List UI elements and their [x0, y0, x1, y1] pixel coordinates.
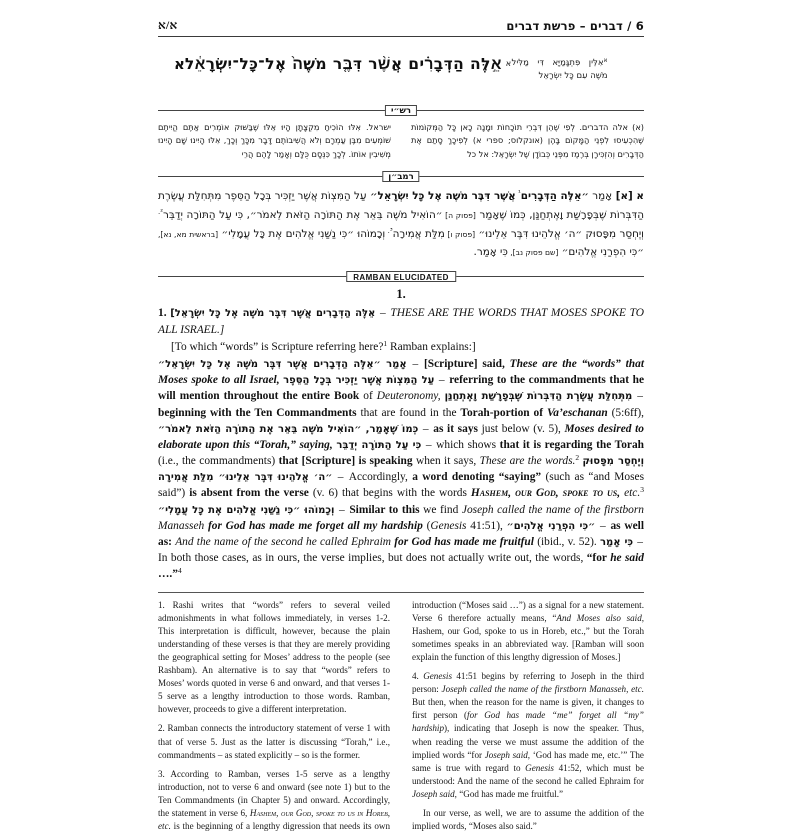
elucidated-body-run-22: just below (v. 5),	[477, 422, 565, 435]
elucidated-lemma-run-2: –	[376, 307, 390, 320]
elucidated-body-run-66: –	[634, 536, 643, 549]
ramban-hebrew-run-12: ³.	[385, 226, 393, 235]
footnote-4-run-0: 4.	[412, 671, 424, 682]
verse-number-marker: א	[505, 59, 512, 68]
elucidated-body-run-11: מִתְּחִלַּת עֲשֶׂרֶת הַדִּבְּרוֹת שֶׁבְּפָרָשַׁת וָאֶתְחַנַּן	[444, 391, 633, 403]
elucidated-bracket-question-run-2: Ramban explains:]	[387, 340, 476, 353]
running-head-rule	[158, 36, 644, 37]
elucidated-body-run-44: 3	[640, 485, 644, 495]
elucidated-body-run-68: “for	[586, 552, 611, 565]
ramban-hebrew-run-1: אָמַר	[588, 189, 613, 202]
elucidated-body-run-25: כִּי עַל הַתּוֹרָה יְדַבֵּר	[336, 439, 422, 451]
footnote-1	[158, 599, 390, 717]
footnote-3-run-6: Hashem, our God, spoke to us in Horeb, etc.,” but the Torah sometimes speaks in an abbreviated way. [Ramban will soon explain the function of this lengthy digression of Moses.]	[412, 625, 644, 662]
elucidated-lemma-run-1: אֵלֶּה הַדְּבָרִים אֲשֶׁר דִּבֶּר מֹשֶׁה אֶל כָּל יִשְׂרָאֵל]	[170, 308, 376, 320]
footnote-rule	[158, 592, 644, 593]
footnote-3-run-0: 3. According to Ramban, verses 1-5 serve as a lengthy introduction, not to verse 6 and onward (see note 1) but to the Ten Commandments (in Chapter 5) and onward. Accordingly, the statement in verse 6,	[158, 768, 390, 818]
elucidated-body-run-2: [Scripture] said,	[423, 357, 510, 370]
footnote-4-run-8: ‘God has made me, etc.’” The same is true with regard to	[412, 749, 644, 773]
ramban-hebrew-run-4: אֲשֶׁר דִּבֶּר מֹשֶׁה אֶל כָּל יִשְׂרָאֵל״	[366, 189, 516, 202]
ramban-elucidated-label: RAMBAN ELUCIDATED	[346, 271, 456, 282]
rashi-commentary	[158, 121, 644, 161]
elucidated-body-run-32: These are the words.	[479, 455, 576, 468]
footnote-4b	[412, 807, 644, 833]
elucidated-body-run-17: (5:6ff),	[607, 406, 645, 419]
elucidated-body-run-52: for God has made me forget all my hardship	[207, 519, 423, 532]
targum-onkelos	[512, 53, 608, 83]
elucidated-section-number: 1.	[396, 287, 406, 302]
footnote-4-run-6: ), indicating that Joseph is now the speaker. Thus, when reading the verse we must assume the addition of the implied words “for	[412, 723, 644, 760]
ramban-hebrew-run-13: וְכָמוֹהוּ ״כִּי נַשַּׁנִי אֱלֹהִים אֶת כָּל עֲמָלִי״	[218, 227, 386, 240]
elucidated-body-run-38: a word denoting “saying”	[412, 471, 542, 484]
elucidated-paragraph-lemma	[158, 305, 644, 337]
ramban-hebrew-run-8: ².	[158, 207, 164, 216]
ramban-section-divider	[158, 171, 644, 182]
elucidated-body-run-48: Similar to this	[349, 503, 420, 516]
ramban-hebrew-run-7: ״הוֹאִיל מֹשֶׁה בֵּאֵר אֶת הַתּוֹרָה הַזֹּאת לֵאמֹר״, כִּי עַל הַתּוֹרָה יְדַבֵּר	[163, 208, 443, 221]
elucidated-body-run-57: ״כִּי הִפְרַנִי אֱלֹהִים״	[506, 520, 596, 532]
footnote-2	[158, 722, 390, 761]
elucidated-paragraph-bracket-question	[158, 339, 644, 355]
ramban-hebrew-run-14: [בראשית מא, נא],	[158, 229, 219, 239]
ramban-hebrew-run-0: א [א]	[612, 189, 644, 202]
elucidated-body-run-13: beginning with the Ten Commandments	[158, 406, 357, 419]
elucidated-body-run-39: (such as “and Moses said”)	[158, 471, 644, 500]
footnote-1-run-0: 1. Rashi writes that “words” refers to several veiled admonishments in what follows immediately, in verses 1-2. This interpretation is difficult, however, because the plain understanding of these verses is that they are merely providing the geographical setting for Moses’ address to the people (see Rashbam). An alternative is to say that “words” refers to Moses’ words quoted in verse 6 and onward, and that verses 1-5 serve as a lengthy introduction to those words. Ramban, however, proceeds to give a different interpretation.	[158, 599, 390, 715]
elucidated-body-run-62: for God has made me fruitful	[394, 536, 534, 549]
elucidated-body-run-42: Hashem, our God, spoke to us,	[470, 487, 621, 500]
elucidated-body-run-9: Deuteronomy,	[376, 390, 441, 403]
elucidated-body-run-54: Genesis	[430, 519, 467, 532]
running-head-parashah: 6 / דברים – פרשת דברים	[506, 19, 644, 33]
verse-band	[158, 53, 644, 95]
footnote-4-run-10: 41:52, which must be understood: And the name of the second he called Ephraim for	[412, 762, 644, 786]
elucidated-body-run-43: etc.	[620, 487, 641, 500]
elucidated-body-run-53: (	[422, 519, 431, 532]
elucidated-body-run-15: Torah-portion of	[460, 406, 547, 419]
rashi-column-right: (א) אלה הדברים. לְפִי שֶׁהֵן דִּבְרֵי תוֹכָחוֹת וּמָנָה כָאן כָּל הַמְּקוֹמוֹת שֶׁהִכְעִיסוּ לִפְנֵי הַמָּקוֹם בָּהֶן (אונקלוס; ספרי א) לְפִיכָךְ סָתַם אֶת הַדְּבָרִים וְהִזְכִּירָן בְּרֶמֶז מִפְּנֵי כְּבוֹדָן שֶׁל יִשְׂרָאֵל: אל כל	[411, 122, 644, 159]
chapter-number: א	[174, 55, 185, 73]
footnote-4-run-4: But then, when the reason for the name is given, it changes to first person (	[412, 697, 644, 721]
ramban-hebrew-run-3: ¹	[515, 188, 521, 197]
elucidated-body-run-60: And the name of the second he called Ephraim	[175, 536, 391, 549]
ramban-hebrew-run-17: כִּי אָמַר.	[473, 245, 508, 258]
rashi-column-left: ישראל. אִלּוּ הוֹכִיחַ מִקְצָתָן הָיוּ אֵלּוּ שֶׁבַּשּׁוּק אוֹמְרִים אַתֶּם הֱיִיתֶם שׁוֹמְעִים מִבֶּן עַמְרָם וְלֹא הֲשִׁיבוֹתֶם דָּבָר מִכָּךְ וְכָךְ, אִלּוּ הָיִינוּ שָׁם הָיִינוּ מְשִׁיבִין אוֹתוֹ. לְכָךְ כִּנְּסָם כֻּלָּם וְאָמַר לָהֶם הֲרֵי	[158, 122, 391, 159]
elucidated-body-run-40: is absent from the verse	[189, 487, 309, 500]
verse-hebrew: אֵ֣לֶּה הַדְּבָרִ֗ים אֲשֶׁ֨ר דִּבֶּ֤ר מֹשֶׁה֙ אֶל־כָּל־יִשְׂרָאֵ֔ל	[184, 55, 502, 73]
footnote-3-run-1: Hashem, our God, spoke to us in Horeb,	[249, 808, 391, 818]
elucidated-body-run-69: he said	[610, 552, 644, 565]
elucidated-body-run-71: 4	[177, 566, 182, 576]
elucidated-paragraph-body	[158, 356, 644, 583]
elucidated-lemma-run-0: 1.	[158, 307, 171, 320]
running-head-chapter-verse: א/א	[158, 18, 178, 32]
elucidated-body-run-20: –	[419, 422, 433, 435]
elucidated-body-run-21: as it says	[433, 422, 478, 435]
ramban-hebrew-run-5: עַל הַמִּצְוֹת אֲשֶׁר יַזְכִּיר בְּכָל הַסֵּפֶר מִתְּחִלַּת עֲשֶׂרֶת הַדִּבְּרוֹת שֶׁבְּפָרָשַׁת וָאֶתְחַנַּן, כְּמוֹ שֶׁאָמַר	[158, 189, 645, 221]
elucidated-body-run-36: –	[333, 471, 348, 484]
elucidated-body-run-3: These are the “words” that Moses spoke to all Israel,	[158, 357, 644, 387]
ramban-label: רמב״ן	[382, 171, 419, 182]
elucidated-body-run-16: Va’eschanan	[546, 406, 608, 419]
footnote-4-run-5: for God has made “me” forget all “my” hardship	[412, 710, 644, 734]
elucidated-bracket-question-run-1: 1	[383, 338, 388, 348]
elucidated-body-run-70: ….”	[158, 568, 178, 581]
ramban-hebrew-run-2: ״אֵלֶּה הַדְּבָרִים	[520, 189, 589, 202]
elucidated-body-run-27: which shows	[436, 438, 500, 451]
elucidated-body-run-47: –	[335, 503, 349, 516]
elucidated-body-run-5: עַל הַמִּצְוֹת אֲשֶׁר יַזְכִּיר בְּכָל הַסֵּפֶר	[283, 375, 435, 387]
elucidated-body-run-1: –	[407, 357, 423, 370]
elucidated-body-run-26: –	[422, 438, 436, 451]
elucidated-body-run-8: of	[359, 390, 377, 403]
ramban-hebrew-run-15: ״כִּי הִפְרַנִי אֱלֹהִים״	[558, 245, 644, 258]
elucidated-body-run-28: that it is regarding the Torah	[499, 438, 644, 451]
elucidated-body-run-41: (v. 6) that begins with the words	[308, 487, 471, 500]
elucidated-body-run-50: Joseph called the name of the firstborn Manasseh	[158, 503, 644, 532]
elucidated-lemma-run-3: THESE ARE THE WORDS THAT MOSES SPOKE TO ALL ISRAEL.]	[158, 307, 645, 336]
footnote-4-run-2: 41:51 begins by referring to Joseph in the third person:	[412, 671, 644, 695]
elucidated-body-run-23: Moses desired to elaborate upon this “Torah,” saying,	[158, 422, 644, 451]
footnote-3-run-5: And Moses also said,	[556, 612, 645, 623]
footnote-4-run-3: Joseph called the name of the firstborn Manasseh, etc.	[441, 684, 644, 695]
ramban-hebrew-run-11: מִלַּת אֲמִירָה	[392, 227, 445, 240]
footnote-4-run-12: “God has made me fruitful.”	[456, 788, 564, 799]
ramban-hebrew-run-16: [שם פסוק נב],	[507, 247, 559, 257]
elucidated-body-run-63: (ibid., v. 52).	[533, 536, 597, 549]
ramban-hebrew-run-9: וְיֶחְסַר מִפָּסוּק ״ה׳ אֱלֹהֵינוּ דִּבֶּר אֵלֵינוּ״	[475, 227, 645, 240]
ramban-hebrew-paragraph	[158, 187, 644, 262]
targum-verse-marker: א	[603, 57, 608, 64]
elucidated-body-run-67: In both those cases, as in ours, the verse implies, but does not actually write out, the words,	[158, 552, 587, 565]
rashi-section-divider	[158, 105, 644, 116]
elucidated-body-run-55: 41:51),	[466, 519, 503, 532]
targum-text: אִלֵּין פִּתְגָּמַיָּא דִּי מַלִּיל מֹשֶׁה עִם כָּל יִשְׂרָאֵל	[511, 58, 608, 81]
footnote-3-run-4: is the beginning of a lengthy digression that needs its own introduction (“Moses said …”) as a signal for a new statement. Verse 6 therefore actually means, “	[170, 599, 644, 832]
elucidated-body-run-6: –	[435, 374, 449, 387]
elucidated-body-run-29: (i.e., the commandments)	[158, 455, 279, 468]
elucidated-body-run-7: referring to the commandments that he will mention throughout the entire Book	[158, 374, 645, 403]
elucidated-body	[158, 305, 644, 582]
rashi-label: רש״י	[385, 105, 417, 116]
elucidated-body-run-65: כִּי אָמַר	[600, 537, 634, 549]
elucidated-body-run-37: Accordingly,	[348, 471, 413, 484]
elucidated-body-run-30: that [Scripture] is speaking	[278, 455, 413, 468]
elucidated-body-run-59: as well as:	[158, 519, 644, 549]
elucidated-body-run-14: that are found in the	[356, 406, 461, 419]
elucidated-body-run-31: when it says,	[412, 455, 480, 468]
elucidated-body-run-0: אָמַר ״אֵלֶּה הַדְּבָרִים אֲשֶׁר דִּבֶּר מֹשֶׁה אֶל כָּל יִשְׂרָאֵל״	[158, 358, 407, 370]
elucidated-body-run-35: וְיֶחְסַר מִפָּסוּק ״ה׳ אֱלֹהֵינוּ דִּבֶּר אֵלֵינוּ״ מִלַּת אֲמִירָה	[158, 456, 645, 484]
footnote-4-run-1: Genesis	[423, 671, 452, 682]
elucidated-body-run-19: כְּמוֹ שֶׁאָמַר, ״הוֹאִיל מֹשֶׁה בֵּאֵר אֶת הַתּוֹרָה הַזֹּאת לֵאמֹר״	[158, 423, 419, 435]
footnote-4	[412, 670, 644, 801]
footnote-3-run-3: etc.	[158, 821, 171, 832]
elucidated-bracket-question-run-0: [To which “words” is Scripture referring here?	[171, 340, 384, 353]
footnote-4-run-11: Joseph said,	[412, 788, 457, 799]
elucidated-body-run-46: וְכָמוֹהוּ ״כִּי נַשַּׁנִי אֱלֹהִים אֶת כָּל עֲמָלִי״	[158, 504, 335, 516]
ramban-hebrew-run-6: [פסוק ה]	[442, 210, 476, 220]
ramban-hebrew-run-10: [פסוק ו]	[444, 229, 476, 239]
elucidated-body-run-33: 2	[575, 453, 580, 463]
ramban-hebrew-commentary	[158, 187, 644, 262]
footnote-4-run-9: Genesis	[525, 762, 554, 773]
footnote-2-run-0: 2. Ramban connects the introductory statement of verse 1 with that of verse 5. Just as the latter is discussing “Torah,” i.e., commandments – as stated explicitly – so is the former.	[158, 723, 390, 760]
elucidated-body-run-58: –	[596, 519, 610, 532]
ramban-elucidated-divider	[158, 271, 644, 282]
footnote-4b-run-0: In our verse, as well, we are to assume the addition of the implied words, “Moses also said.”	[412, 808, 644, 832]
footnote-columns	[158, 599, 644, 836]
torah-verse-text	[185, 53, 512, 75]
page-content	[158, 18, 645, 832]
footnote-4-run-7: Joseph said,	[484, 749, 531, 760]
elucidated-body-run-49: we find	[419, 503, 462, 516]
elucidated-body-run-12: –	[633, 390, 643, 403]
running-head	[158, 18, 644, 36]
